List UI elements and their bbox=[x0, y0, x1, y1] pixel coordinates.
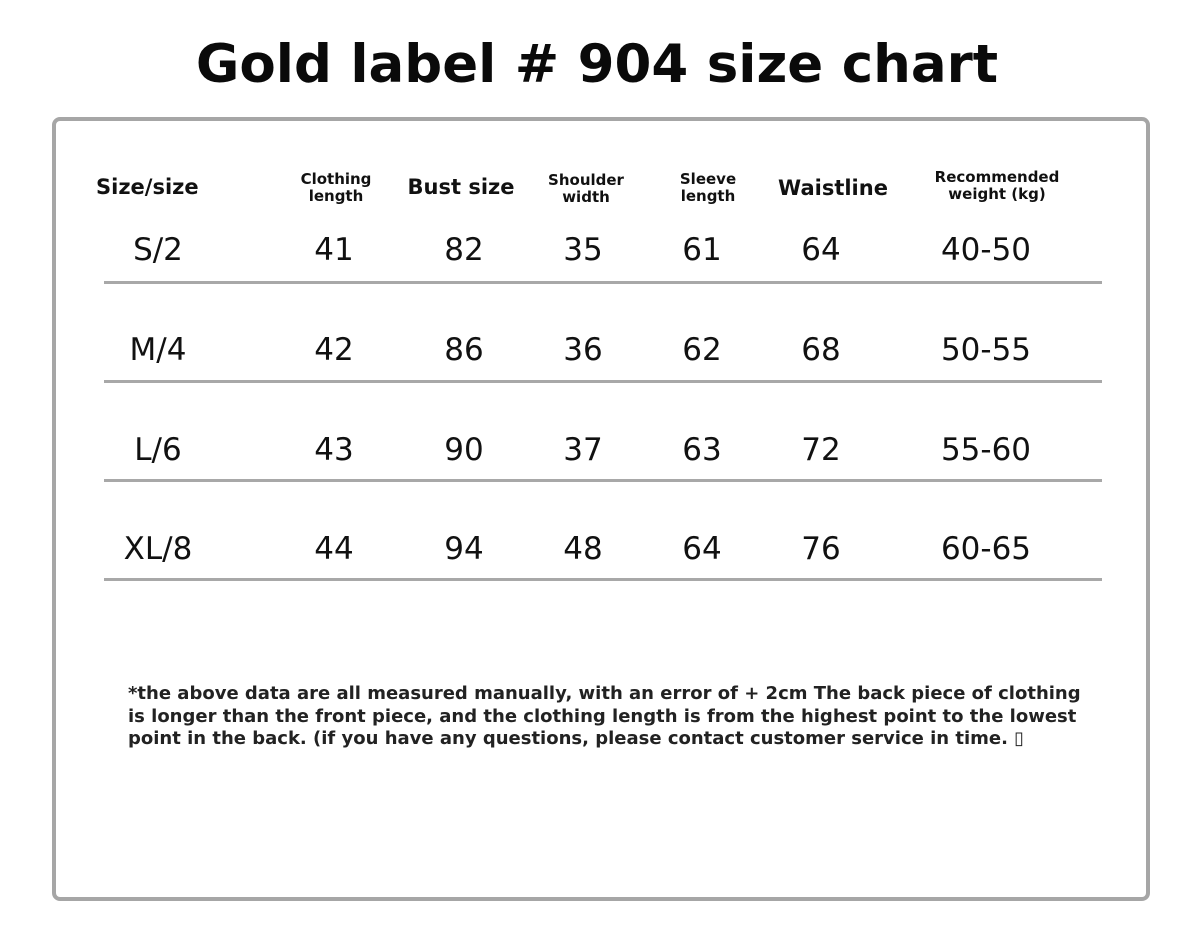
table-cell-bust-size: 94 bbox=[444, 531, 484, 567]
header-size: Size/size bbox=[96, 175, 199, 199]
page-title: Gold label # 904 size chart bbox=[195, 34, 999, 95]
table-cell-shoulder-width: 48 bbox=[563, 531, 603, 567]
header-recommended-weight: Recommended weight (kg) bbox=[934, 168, 1060, 203]
table-cell-recommended-weight: 50-55 bbox=[940, 332, 1032, 368]
table-cell-sleeve-length: 64 bbox=[682, 531, 722, 567]
table-cell-clothing-length: 43 bbox=[314, 432, 354, 468]
header-waistline: Waistline bbox=[778, 176, 888, 200]
table-cell-shoulder-width: 37 bbox=[563, 432, 603, 468]
table-cell-recommended-weight: 55-60 bbox=[940, 432, 1032, 468]
table-cell-size: L/6 bbox=[134, 432, 182, 468]
header-sleeve-length: Sleeve length bbox=[679, 170, 737, 205]
table-cell-size: M/4 bbox=[129, 332, 187, 368]
table-cell-waistline: 68 bbox=[801, 332, 841, 368]
row-divider bbox=[104, 479, 1102, 482]
table-cell-recommended-weight: 60-65 bbox=[940, 531, 1032, 567]
measurement-note: *the above data are all measured manually, with an error of + 2cm The back piece of clothing is longer than the front piece, and the clothing length is from the highest point to the lowest point in the back. (if you have any questions, please contact customer service in time. ▯ bbox=[128, 683, 1081, 749]
size-chart-card bbox=[52, 117, 1150, 901]
table-cell-waistline: 64 bbox=[801, 232, 841, 268]
table-cell-bust-size: 86 bbox=[444, 332, 484, 368]
table-cell-clothing-length: 44 bbox=[314, 531, 354, 567]
header-shoulder-width: Shoulder width bbox=[548, 171, 624, 206]
table-cell-size: XL/8 bbox=[123, 531, 193, 567]
table-cell-bust-size: 82 bbox=[444, 232, 484, 268]
table-cell-clothing-length: 41 bbox=[314, 232, 354, 268]
table-cell-recommended-weight: 40-50 bbox=[940, 232, 1032, 268]
table-cell-sleeve-length: 63 bbox=[682, 432, 722, 468]
table-cell-size: S/2 bbox=[133, 232, 183, 268]
table-cell-clothing-length: 42 bbox=[314, 332, 354, 368]
header-bust-size: Bust size bbox=[407, 175, 515, 199]
table-cell-shoulder-width: 35 bbox=[563, 232, 603, 268]
row-divider bbox=[104, 578, 1102, 581]
table-cell-waistline: 76 bbox=[801, 531, 841, 567]
table-cell-waistline: 72 bbox=[801, 432, 841, 468]
table-cell-shoulder-width: 36 bbox=[563, 332, 603, 368]
row-divider bbox=[104, 281, 1102, 284]
row-divider bbox=[104, 380, 1102, 383]
table-cell-bust-size: 90 bbox=[444, 432, 484, 468]
table-cell-sleeve-length: 61 bbox=[682, 232, 722, 268]
header-clothing-length: Clothing length bbox=[300, 170, 372, 205]
table-cell-sleeve-length: 62 bbox=[682, 332, 722, 368]
